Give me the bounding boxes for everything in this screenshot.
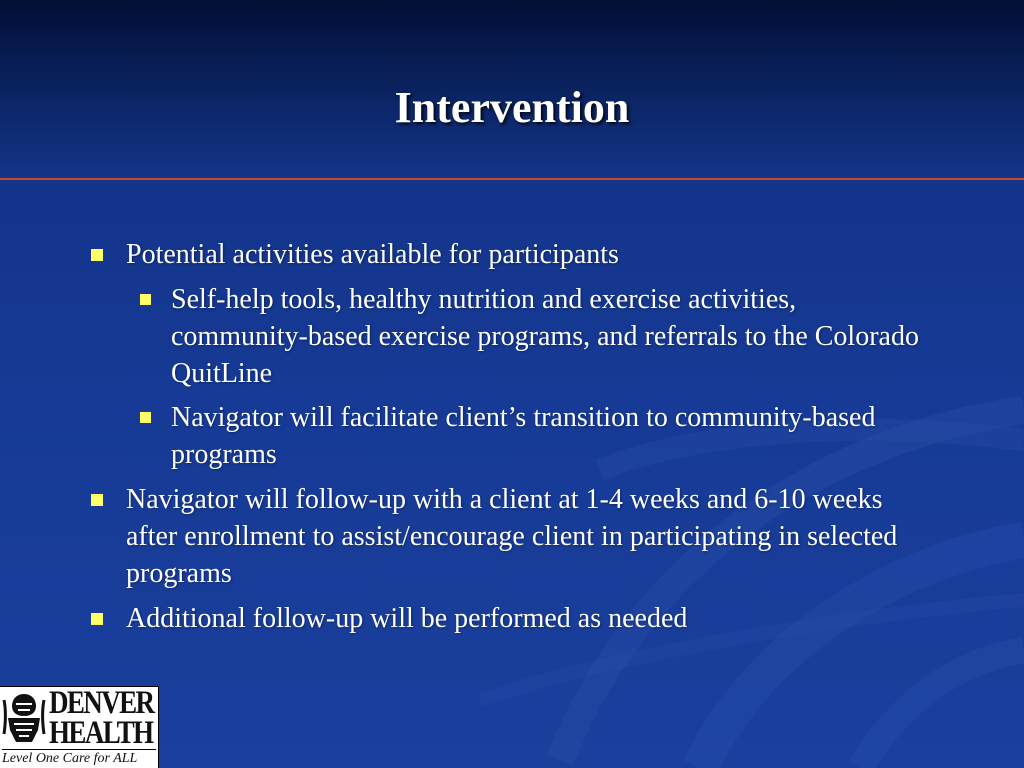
logo-tagline: Level One Care for ALL: [2, 749, 156, 768]
square-bullet-icon: [91, 613, 103, 625]
bullet-item: [126, 600, 926, 637]
bullet-text: Navigator will follow-up with a client at 1-4 weeks and 6-10 weeks after enrollment to assist/encourage client in participating in selected programs: [126, 484, 898, 589]
sub-bullet-item: [171, 281, 931, 392]
slide-title: Intervention: [394, 83, 630, 132]
sub-bullet-item: [171, 399, 931, 473]
bullet-text: Potential activities available for participants: [126, 239, 619, 270]
square-bullet-icon: [91, 494, 103, 506]
sub-bullet-text: Self-help tools, healthy nutrition and exercise activities, community-based exercise programs, and referrals to the Colorado QuitLine: [171, 284, 919, 389]
logo-text-denver: DENVER: [49, 685, 154, 721]
bullet-item: [126, 236, 926, 273]
square-bullet-icon: [140, 294, 151, 305]
square-bullet-icon: [140, 412, 151, 423]
bullet-item: [126, 481, 926, 592]
sub-bullet-text: Navigator will facilitate client’s transition to community-based programs: [171, 402, 876, 470]
logo-text-health: HEALTH: [49, 715, 153, 751]
denver-health-logo: [0, 686, 159, 768]
square-bullet-icon: [91, 249, 103, 261]
bullet-text: Additional follow-up will be performed as needed: [126, 603, 688, 634]
denver-health-emblem-icon: [2, 690, 46, 748]
